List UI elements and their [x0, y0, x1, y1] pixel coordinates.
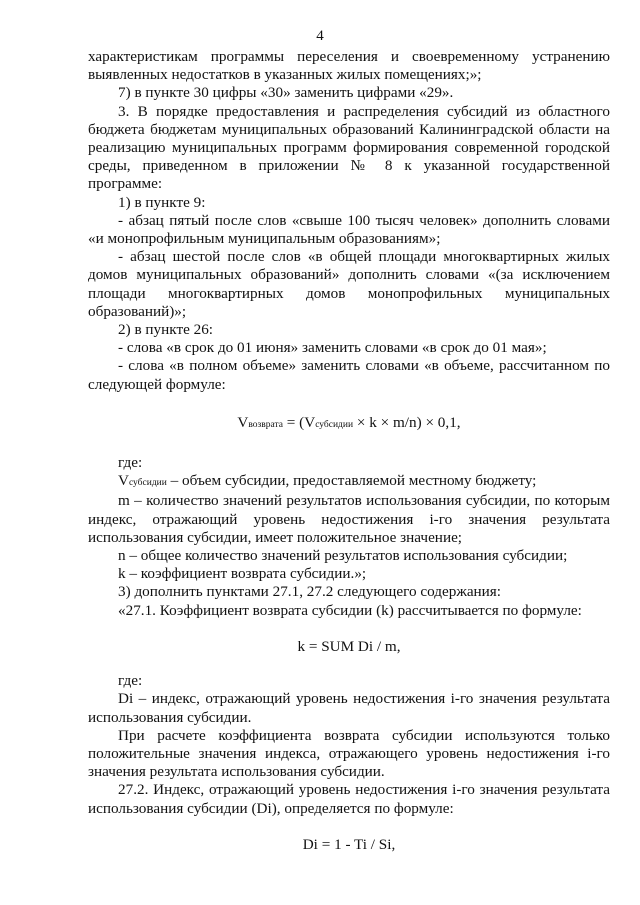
paragraph: 27.2. Индекс, отражающий уровень недостижения i-го значения результата использования субсидии (Di), определяется по формуле:: [88, 781, 610, 817]
paragraph: - слова «в полном объеме» заменить словами «в объеме, рассчитанном по следующей формуле:: [88, 357, 610, 393]
paragraph: При расчете коэффициента возврата субсидии используются только положительные значения индекса, отражающего уровень недостижения i-го значения результата использования субсидии.: [88, 726, 610, 781]
formula-k: k = SUM Di / m,: [297, 637, 401, 655]
definition: [88, 472, 610, 492]
page-number: 4: [316, 28, 324, 44]
formula-subscript: возврата: [248, 419, 283, 430]
document-body: [88, 48, 610, 854]
definition-subscript: субсидии: [128, 478, 167, 489]
paragraph: где:: [118, 672, 143, 690]
definition: n – общее количество значений результатов использования субсидии;: [118, 547, 568, 565]
formula-part: V: [237, 413, 249, 431]
paragraph: «27.1. Коэффициент возврата субсидии (k) рассчитывается по формуле:: [118, 601, 582, 619]
paragraph: - абзац шестой после слов «в общей площади многоквартирных жилых домов муниципальных образований» дополнить словами «(за исключением площади многоквартирных домов монопрофильных муниципальных образований)»;: [88, 248, 610, 320]
definition-text: – объем субсидии, предоставляемой местному бюджету;: [166, 472, 537, 490]
paragraph: 1) в пункте 9:: [118, 193, 206, 211]
definition: Di – индекс, отражающий уровень недостижения i-го значения результата использования субсидии.: [88, 690, 610, 726]
paragraph: 3) дополнить пунктами 27.1, 27.2 следующего содержания:: [118, 583, 502, 601]
formula-di: Di = 1 - Ti / Si,: [302, 835, 396, 853]
paragraph: - абзац пятый после слов «свыше 100 тысяч человек» дополнить словами «и монопрофильным муниципальным образованиям»;: [88, 211, 610, 248]
formula-refund-volume: [88, 414, 610, 434]
paragraph: 7) в пункте 30 цифры «30» заменить цифрами «29».: [118, 84, 454, 102]
formula-part: = (V: [283, 413, 316, 431]
paragraph: - слова «в срок до 01 июня» заменить словами «в срок до 01 мая»;: [118, 339, 547, 357]
paragraph: где:: [118, 454, 143, 472]
definition: k – коэффициент возврата субсидии.»;: [118, 565, 367, 583]
formula-subscript: субсидии: [315, 419, 354, 430]
definition-symbol: V: [118, 472, 129, 490]
formula-part: × k × m/n) × 0,1,: [353, 413, 461, 431]
paragraph: характеристикам программы переселения и своевременному устранению выявленных недостатков в указанных жилых помещениях;»;: [88, 48, 610, 84]
paragraph: 2) в пункте 26:: [118, 321, 214, 339]
definition: m – количество значений результатов использования субсидии, по которым индекс, отражающий уровень недостижения i-го значения результата использования субсидии, имеет положительное значение;: [88, 492, 610, 546]
paragraph: 3. В порядке предоставления и распределения субсидий из областного бюджета бюджетам муниципальных образований Калининградской области на реализацию муниципальных программ формирования современной городской среды, приведенном в приложении № 8 к указанной государственной программе:: [88, 102, 610, 193]
